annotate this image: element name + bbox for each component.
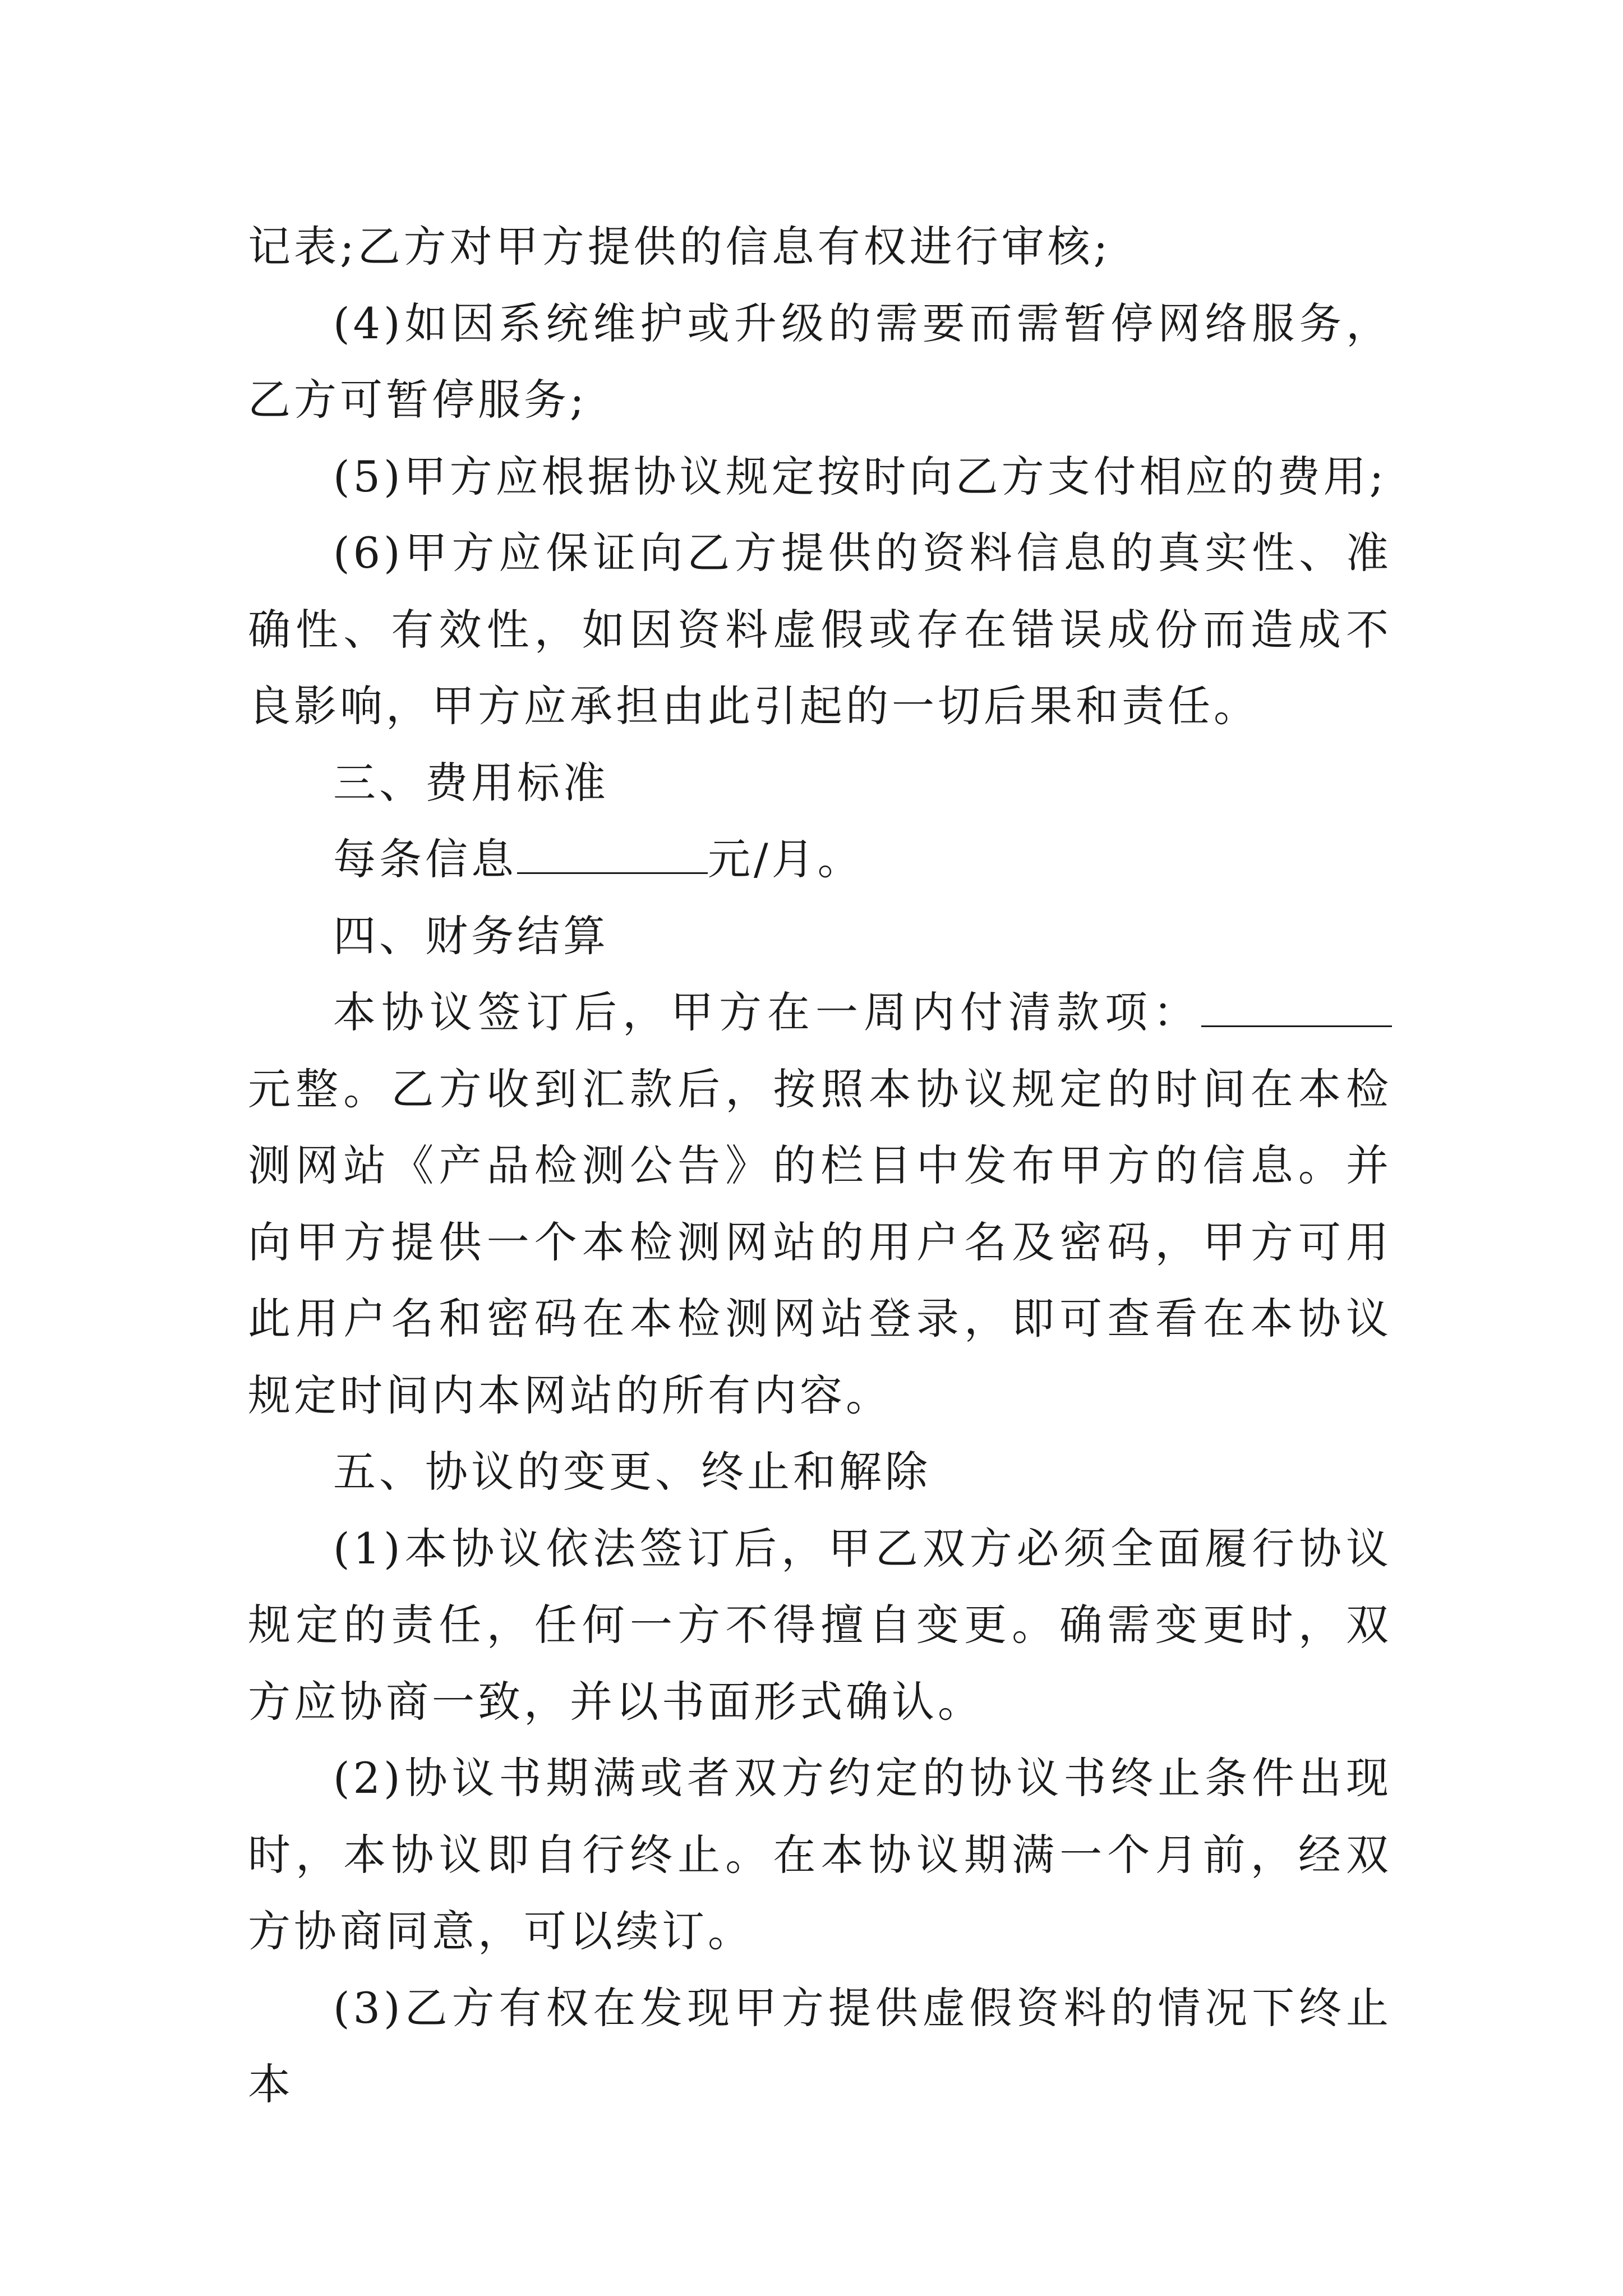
section-heading-settlement: 四、财务结算 — [333, 910, 609, 961]
section-heading-fee-standard: 三、费用标准 — [333, 757, 609, 808]
paragraph-change-clause-2: (2)协议书期满或者双方约定的协议书终止条件出现时，本协议即自行终止。在本协议期满一个月前，经双方协商同意，可以续订。 — [248, 1753, 1392, 1956]
paragraph-change-clause-1: (1)本协议依法签订后，甲乙双方必须全面履行协议规定的责任，任何一方不得擅自变更。确需变更时，双方应协商一致，并以书面形式确认。 — [248, 1523, 1392, 1727]
paragraph-review-rights: 记表;乙方对甲方提供的信息有权进行审核; — [248, 222, 1112, 272]
fee-amount-blank — [517, 833, 708, 874]
settlement-body-text: 元整。乙方收到汇款后，按照本协议规定的时间在本检测网站《产品检测公告》的栏目中发布甲方的信息。并向甲方提供一个本检测网站的用户名及密码，甲方可用此用户名和密码在本检测网站登录，即可查看在本协议规定时间内本网站的所有内容。 — [248, 1064, 1392, 1420]
payment-amount-blank — [1201, 986, 1392, 1027]
document-body — [248, 209, 1392, 2123]
fee-prefix-text: 每条信息 — [333, 834, 517, 884]
section-heading-change-termination: 五、协议的变更、终止和解除 — [333, 1447, 931, 1497]
paragraph-clause-6: (6)甲方应保证向乙方提供的资料信息的真实性、准确性、有效性，如因资料虚假或存在错误成份而造成不良影响，甲方应承担由此引起的一切后果和责任。 — [248, 528, 1392, 731]
paragraph-change-clause-3: (3)乙方有权在发现甲方提供虚假资料的情况下终止本 — [248, 1982, 1392, 2109]
settlement-prefix-text: 本协议签订后，甲方在一周内付清款项： — [333, 987, 1201, 1037]
paragraph-settlement — [248, 974, 1392, 1434]
fee-suffix-text: 元/月。 — [708, 834, 864, 884]
paragraph-clause-4: (4)如因系统维护或升级的需要而需暂停网络服务，乙方可暂停服务; — [248, 298, 1392, 425]
paragraph-fee-per-message — [248, 821, 1392, 898]
paragraph-clause-5: (5)甲方应根据协议规定按时向乙方支付相应的费用; — [333, 451, 1387, 501]
